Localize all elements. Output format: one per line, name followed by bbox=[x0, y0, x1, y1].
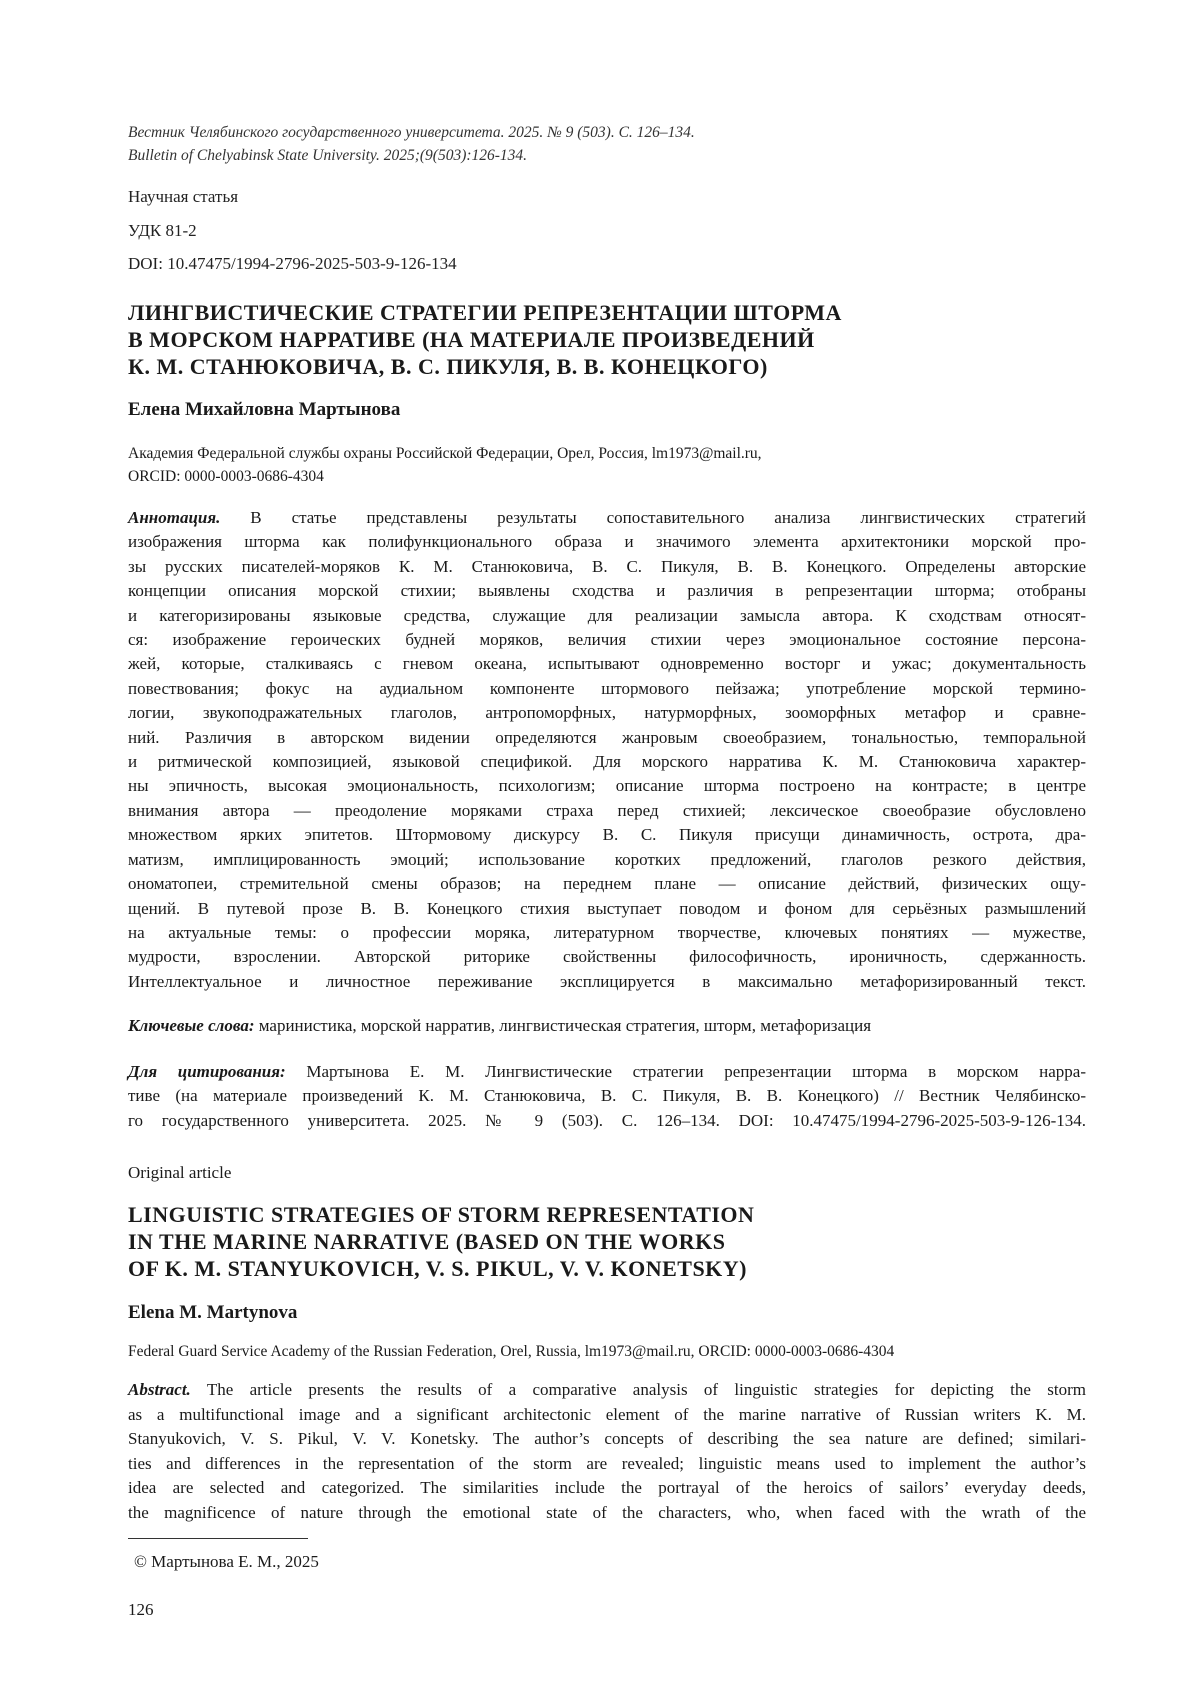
abstract-ru-text: В статье представлены результаты сопоставительного анализа лингвистических стратегий bbox=[250, 508, 1087, 527]
abstract-en-line-first bbox=[128, 1378, 1086, 1403]
citation-ru-label: Для цитирования: bbox=[128, 1062, 286, 1081]
affiliation-ru-line: ORCID: 0000-0003-0686-4304 bbox=[128, 468, 324, 485]
citation-ru bbox=[128, 1060, 1086, 1133]
abstract-ru-line: концепции описания морской стихии; выявлены сходства и различия в репрезентации шторма; отобраны bbox=[128, 581, 1086, 601]
abstract-en-label: Abstract. bbox=[128, 1380, 191, 1399]
abstract-en-line: idea are selected and categorized. The similarities include the portrayal of the heroics of sailors’ everyday deeds, bbox=[128, 1478, 1086, 1498]
abstract-ru-line: и категоризированы языковые средства, служащие для реализации замысла автора. К сходствам относят- bbox=[128, 605, 1086, 625]
citation-ru-line: тиве (на материале произведений К. М. Станюковича, В. С. Пикуля, В. В. Конецкого) // Вестник Челябинско- bbox=[128, 1086, 1086, 1106]
abstract-ru-line: логии, звукоподражательных глаголов, антропоморфных, натурморфных, зооморфных метафор и сравне- bbox=[128, 703, 1086, 723]
title-en-line: LINGUISTIC STRATEGIES OF STORM REPRESENTATION bbox=[128, 1202, 755, 1227]
abstract-ru bbox=[128, 506, 1086, 994]
citation-ru-line: го государственного университета. 2025. № 9 (503). С. 126–134. DOI: 10.47475/1994-2796-2025-503-9-126-134. bbox=[128, 1110, 1086, 1130]
footnote-divider bbox=[128, 1538, 308, 1539]
keywords-ru-text: маринистика, морской нарратив, лингвистическая стратегия, шторм, метафоризация bbox=[258, 1016, 872, 1035]
abstract-ru-label: Аннотация. bbox=[128, 508, 221, 527]
title-ru bbox=[128, 299, 1086, 380]
abstract-en bbox=[128, 1378, 1086, 1526]
abstract-ru-line: изображения шторма как полифункционального образа и значимого элемента архитектоники морской про- bbox=[128, 532, 1086, 552]
affiliation-en: Federal Guard Service Academy of the Russian Federation, Orel, Russia, lm1973@mail.ru, ORCID: 0000-0003-0686-4304 bbox=[128, 1343, 895, 1360]
author-name-ru: Елена Михайловна Мартынова bbox=[128, 399, 401, 420]
udc-code: УДК 81-2 bbox=[128, 221, 197, 240]
page-number: 126 bbox=[128, 1600, 154, 1619]
title-en-line: IN THE MARINE NARRATIVE (BASED ON THE WORKS bbox=[128, 1229, 726, 1254]
title-ru-line: В МОРСКОМ НАРРАТИВЕ (НА МАТЕРИАЛЕ ПРОИЗВЕДЕНИЙ bbox=[128, 327, 815, 352]
abstract-en-line: as a multifunctional image and a significant architectonic element of the marine narrative of Russian writers K. M. bbox=[128, 1404, 1086, 1424]
abstract-ru-line: жей, которые, сталкиваясь с гневом океана, испытывают одновременно восторг и ужас; документальность bbox=[128, 654, 1086, 674]
abstract-ru-line: мудрости, взрослении. Авторской риторике свойственны философичность, ироничность, сдержанность. bbox=[128, 947, 1086, 967]
article-type-ru: Научная статья bbox=[128, 187, 239, 206]
title-en bbox=[128, 1201, 1086, 1282]
abstract-ru-line-first bbox=[128, 506, 1086, 530]
abstract-ru-line: матизм, имплицированность эмоций; использование коротких предложений, глаголов резкого действия, bbox=[128, 849, 1086, 869]
abstract-ru-line: на актуальные темы: о профессии моряка, литературном творчестве, ключевых понятиях — мужестве, bbox=[128, 922, 1086, 942]
title-ru-line: К. М. СТАНЮКОВИЧА, В. С. ПИКУЛЯ, В. В. КОНЕЦКОГО) bbox=[128, 354, 768, 379]
copyright-footnote: © Мартынова Е. М., 2025 bbox=[134, 1552, 319, 1571]
affiliation-ru bbox=[128, 442, 1086, 488]
article-type-en: Original article bbox=[128, 1163, 232, 1182]
abstract-en-text: The article presents the results of a comparative analysis of linguistic strategies for depicting the storm bbox=[206, 1380, 1086, 1399]
abstract-ru-line: ономатопеи, стремительной смены образов; на переднем плане — описание действий, физических ощу- bbox=[128, 874, 1086, 894]
doi: DOI: 10.47475/1994-2796-2025-503-9-126-134 bbox=[128, 254, 457, 273]
abstract-ru-line: ся: изображение героических будней моряков, величия стихии через эмоциональное состояние персона- bbox=[128, 630, 1086, 650]
abstract-ru-line: множеством ярких эпитетов. Штормовому дискурсу В. С. Пикуля присущи динамичность, острота, дра- bbox=[128, 825, 1086, 845]
abstract-ru-line: Интеллектуальное и личностное переживание эксплицируется в максимально метафоризированный текст. bbox=[128, 971, 1086, 991]
author-name-en: Elena M. Martynova bbox=[128, 1302, 298, 1323]
title-ru-line: ЛИНГВИСТИЧЕСКИЕ СТРАТЕГИИ РЕПРЕЗЕНТАЦИИ ШТОРМА bbox=[128, 300, 842, 325]
journal-reference-ru: Вестник Челябинского государственного университета. 2025. № 9 (503). С. 126–134. bbox=[128, 124, 695, 141]
abstract-ru-line: ний. Различия в авторском видении определяются жанровым своеобразием, тональностью, темпоральной bbox=[128, 727, 1086, 747]
journal-reference-en: Bulletin of Chelyabinsk State University. 2025;(9(503):126-134. bbox=[128, 147, 528, 164]
journal-reference bbox=[128, 121, 1086, 167]
abstract-ru-line: повествования; фокус на аудиальном компоненте штормового пейзажа; употребление морской термино- bbox=[128, 678, 1086, 698]
abstract-en-line: the magnificence of nature through the emotional state of the characters, who, when faced with the wrath of the bbox=[128, 1502, 1086, 1522]
title-en-line: OF K. M. STANYUKOVICH, V. S. PIKUL, V. V. KONETSKY) bbox=[128, 1256, 748, 1281]
citation-ru-line-first bbox=[128, 1060, 1086, 1084]
abstract-ru-line: и ритмической композицией, языковой спецификой. Для морского нарратива К. М. Станюковича характер- bbox=[128, 752, 1086, 772]
keywords-ru bbox=[128, 1014, 1086, 1038]
affiliation-ru-line: Академия Федеральной службы охраны Российской Федерации, Орел, Россия, lm1973@mail.ru, bbox=[128, 445, 762, 462]
abstract-en-line: ties and differences in the representation of the storm are revealed; linguistic means used to implement the author’s bbox=[128, 1453, 1086, 1473]
keywords-ru-label: Ключевые слова: bbox=[128, 1016, 255, 1035]
abstract-ru-line: ны эпичность, высокая эмоциональность, психологизм; описание шторма построено на контрасте; в центре bbox=[128, 776, 1086, 796]
abstract-ru-line: зы русских писателей-моряков К. М. Станюковича, В. С. Пикуля, В. В. Конецкого. Определены авторские bbox=[128, 556, 1086, 576]
abstract-ru-line: внимания автора — преодоление моряками страха перед стихией; лексическое своеобразие обусловлено bbox=[128, 800, 1086, 820]
abstract-ru-line: щений. В путевой прозе В. В. Конецкого стихия выступает поводом и фоном для серьёзных размышлений bbox=[128, 898, 1086, 918]
abstract-en-line: Stanyukovich, V. S. Pikul, V. V. Konetsky. The author’s concepts of describing the sea nature are defined; similari- bbox=[128, 1429, 1086, 1449]
citation-ru-text: Мартынова Е. М. Лингвистические стратегии репрезентации шторма в морском нарра- bbox=[306, 1062, 1086, 1081]
